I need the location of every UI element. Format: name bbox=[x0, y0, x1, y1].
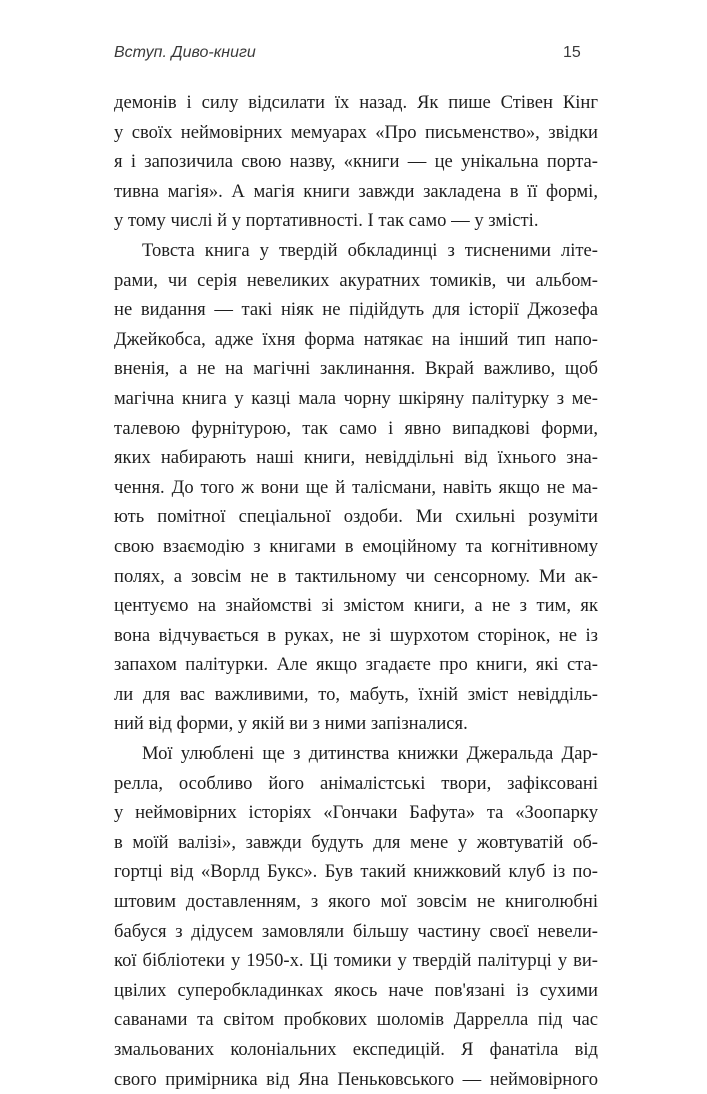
text-line: демонів і силу відсилати їх назад. Як пише Стівен Кінг bbox=[114, 92, 598, 113]
paragraph-2 bbox=[114, 236, 598, 739]
text-line: кої бібліотеки у 1950-х. Ці томики у твердій палітурці у ви- bbox=[114, 950, 598, 972]
text-line: релла, особливо його анімалістські твори, зафіксовані bbox=[114, 772, 598, 794]
text-line: талевою фурнітурою, так само і явно випадкові форми, bbox=[114, 417, 598, 439]
text-line: яких набирають наші книги, невіддільні від їхнього зна- bbox=[114, 447, 598, 469]
text-line: запахом палітурки. Але якщо згадаєте про книги, які ста- bbox=[114, 654, 598, 676]
text-line: в моїй валізі», завжди будуть для мене у жовтуватій об- bbox=[114, 831, 598, 853]
text-line: бабуся з дідусем замовляли більшу частину своєї невели- bbox=[114, 920, 598, 942]
text-line: у своїх неймовірних мемуарах «Про письменство», звідки bbox=[114, 121, 598, 143]
paragraph-3 bbox=[114, 739, 598, 1094]
text-line: свого примірника від Яна Пеньковського — неймовірного bbox=[114, 1068, 598, 1090]
text-line: вона відчувається в руках, не зі шурхотом сторінок, не із bbox=[114, 624, 598, 646]
text-line: свою взаємодію з книгами в емоційному та когнітивному bbox=[114, 535, 598, 557]
text-line: штовим доставленням, з якого мої зовсім не книголюбні bbox=[114, 891, 598, 913]
text-line: центуємо на знайомстві зі змістом книги, а не з тим, як bbox=[114, 595, 598, 617]
text-line: у тому числі й у портативності. І так само — у змісті. bbox=[114, 210, 539, 232]
body-text bbox=[114, 88, 598, 1094]
text-line: вненія, а не на магічні заклинання. Вкрай важливо, щоб bbox=[114, 358, 598, 380]
text-line: тивна магія». А магія книги завжди закладена в її формі, bbox=[114, 180, 598, 202]
text-line: чення. До того ж вони ще й талісмани, навіть якщо не ма- bbox=[114, 476, 598, 498]
text-line: магічна книга у казці мала чорну шкіряну палітурку з ме- bbox=[114, 387, 598, 409]
text-line: саванами та світом пробкових шоломів Даррелла під час bbox=[114, 1009, 598, 1031]
text-line: Мої улюблені ще з дитинства книжки Джеральда Дар- bbox=[142, 743, 598, 765]
text-line: ний від форми, у якій ви з ними запізналися. bbox=[114, 713, 468, 735]
text-line: я і запозичила свою назву, «книги — це унікальна порта- bbox=[114, 151, 598, 173]
paragraph-1 bbox=[114, 88, 598, 236]
text-line: у неймовірних історіях «Гончаки Бафута» та «Зоопарку bbox=[114, 802, 598, 824]
text-line: цвілих суперобкладинках якось наче пов'язані із сухими bbox=[114, 979, 598, 1001]
text-line: полях, а зовсім не в тактильному чи сенсорному. Ми ак- bbox=[114, 565, 598, 587]
running-head-title: Вступ. Диво-книги bbox=[114, 44, 256, 61]
text-line: змальованих колоніальних експедицій. Я фанатіла від bbox=[114, 1039, 598, 1060]
text-line: Товста книга у твердій обкладинці з тисненими літе- bbox=[142, 239, 598, 261]
page-number: 15 bbox=[563, 44, 581, 61]
text-line: рами, чи серія невеликих акуратних томиків, чи альбом- bbox=[114, 269, 598, 291]
text-line: гортці від «Ворлд Букс». Був такий книжковий клуб із по- bbox=[114, 861, 598, 883]
text-line: Джейкобса, адже їхня форма натякає на інший тип напо- bbox=[114, 328, 598, 350]
text-line: не видання — такі ніяк не підійдуть для історії Джозефа bbox=[114, 299, 598, 321]
text-line: ли для вас важливими, то, мабуть, їхній зміст невідділь- bbox=[114, 683, 598, 705]
text-line: ють помітної спеціальної оздоби. Ми схильні розуміти bbox=[114, 506, 598, 528]
